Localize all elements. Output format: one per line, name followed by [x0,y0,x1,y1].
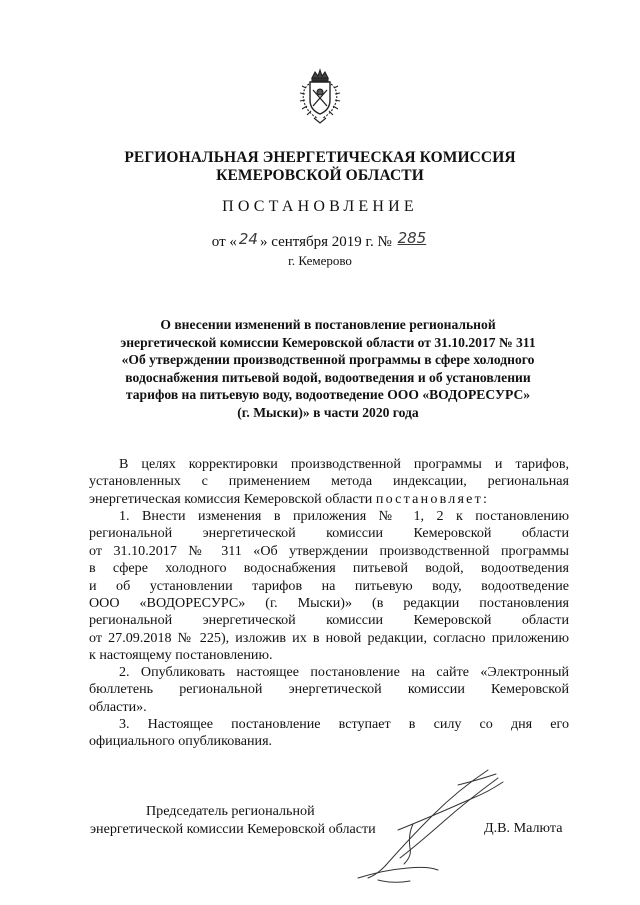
subject-line: О внесении изменений в постановление региональной [160,317,496,332]
date-suffix: » сентября 2019 г. № [259,234,392,250]
body-line: установленных с применением метода индексации, региональная [89,473,569,490]
body-line: и об установлении тарифов на питьевую воду, водоотведение [89,577,569,594]
signatory-name: Д.В. Малюта [484,820,563,836]
resolves-spaced-word: постановляет: [375,490,490,507]
document-type: ПОСТАНОВЛЕНИЕ [222,198,418,215]
body-line: 2. Опубликовать настоящее постановление на сайте «Электронный [119,664,569,680]
body-line: бюллетень региональной энергетической комиссии Кемеровской [89,681,569,698]
body-line: официального опубликования. [89,733,273,750]
document-number-handwritten: 285 [397,229,427,247]
body-line: региональной энергетической комиссии Кемеровской области [89,612,569,629]
body-line: ООО «ВОДОРЕСУРС» (г. Мыски)» (в редакции постановления [89,595,569,612]
subject-line: водоснабжения питьевой водой, водоотведения и об установлении [125,369,531,385]
body-line: от 27.09.2018 № 225), изложив их в новой редакции, согласно приложению [89,629,569,646]
body-line: в сфере холодного водоснабжения питьевой водой, водоотведения [89,560,569,577]
preamble-text: энергетическая комиссия Кемеровской области [89,490,373,507]
coat-of-arms-icon [297,66,343,126]
preamble-paragraph [89,456,569,508]
organization-name-line1: РЕГИОНАЛЬНАЯ ЭНЕРГЕТИЧЕСКАЯ КОМИССИЯ [124,149,516,166]
item-2-paragraph [89,664,569,716]
body-line: В целях корректировки производственной программы и тарифов, [119,456,569,472]
item-3-paragraph [89,716,569,751]
signatory-title-line2: энергетической комиссии Кемеровской области [90,821,376,837]
organization-name-line2: КЕМЕРОВСКОЙ ОБЛАСТИ [216,167,424,184]
document-city: г. Кемерово [288,253,352,268]
body-line: к настоящему постановлению. [89,647,273,664]
subject-line: тарифов на питьевую воду, водоотведение ООО «ВОДОРЕСУРС» [125,387,531,403]
subject-line: «Об утверждении производственной программы в сфере холодного [121,352,535,368]
body-line: 3. Настоящее постановление вступает в силу со дня его [119,716,569,732]
body-line: области». [89,698,147,715]
date-prefix: от « [211,234,237,250]
date-day-handwritten: 24 [238,230,258,248]
document-subject [88,316,568,422]
body-line [89,491,569,508]
subject-line: (г. Мыски)» в части 2020 года [237,404,419,420]
handwritten-signature-icon [338,760,538,890]
item-1-paragraph [89,508,569,665]
document-date-line [0,229,640,251]
signatory-title [90,802,376,838]
body-line: 1. Внести изменения в приложения № 1, 2 к постановлению [119,508,569,524]
subject-line: энергетической комиссии Кемеровской области от 31.10.2017 № 311 [120,334,536,350]
body-line: региональной энергетической комиссии Кемеровской области [89,525,569,542]
signatory-title-line1: Председатель региональной [146,803,315,819]
body-line: от 31.10.2017 № 311 «Об утверждении производственной программы [89,542,569,559]
